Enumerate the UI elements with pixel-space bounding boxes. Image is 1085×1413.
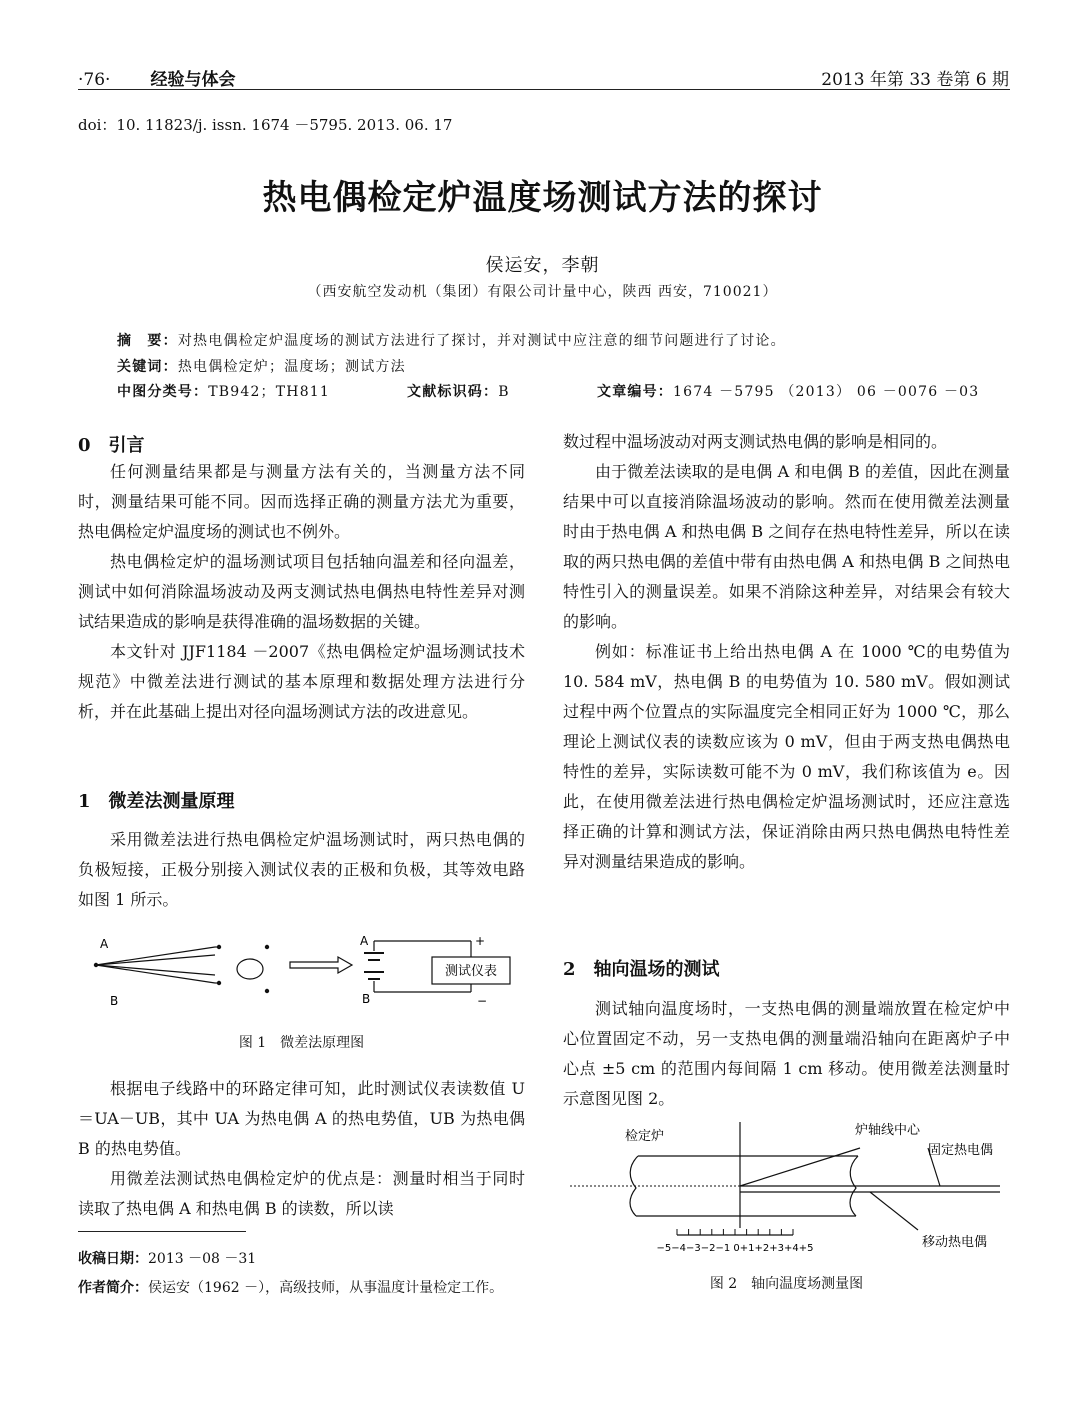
issue-info: 2013 年第 33 卷第 6 期 bbox=[821, 70, 1009, 90]
classification bbox=[117, 381, 330, 401]
figure-1-circuit-diagram bbox=[80, 925, 520, 1020]
articleno-value: 1674 －5795 （2013） 06 －0076 －03 bbox=[673, 384, 980, 400]
section-2-title: 轴向温场的测试 bbox=[593, 959, 720, 980]
column-name: 经验与体会 bbox=[150, 70, 236, 90]
page-number: ·76· bbox=[78, 70, 111, 90]
fig1-plus-sign: + bbox=[475, 934, 486, 948]
section-0-title: 引言 bbox=[108, 435, 145, 456]
section-2-number: 2 bbox=[563, 959, 576, 980]
section-0-number: 0 bbox=[78, 435, 91, 456]
section-0-heading bbox=[78, 431, 145, 457]
fig2-scale-labels: −5−4−3−2−1 0+1+2+3+4+5 bbox=[656, 1243, 814, 1254]
section-1-body-b bbox=[78, 1074, 525, 1224]
page-header-left bbox=[78, 65, 235, 90]
paragraph: 例如：标准证书上给出热电偶 A 在 1000 ℃的电势值为 10. 584 mV，热电偶 B 的电势值为 10. 580 mV。假如测试过程中两个位置点的实际温度完全相同正好为 1000 ℃，那么理论上测试仪表的读数应该为 0 mV，但由于两支热电偶热电特性的差异，实际读数可能不为 0 mV，我们称该值为 e。因此，在使用微差法进行热电偶检定炉温场测试时，还应注意选择正确的计算和测试方法，保证消除由两只热电偶热电特性差异对测量结果造成的影响。 bbox=[563, 642, 1010, 871]
fig2-furnace-label: 检定炉 bbox=[625, 1129, 665, 1144]
articleno-label: 文章编号： bbox=[597, 384, 673, 400]
fig1-meter-label: 测试仪表 bbox=[444, 964, 498, 979]
received-date bbox=[78, 1245, 525, 1274]
paragraph: 热电偶检定炉的温场测试项目包括轴向温差和径向温差，测试中如何消除温场波动及两支测试热电偶热电特性差异对测试结果造成的影响是获得准确的温场数据的关键。 bbox=[78, 552, 525, 631]
right-column-body bbox=[563, 427, 1010, 877]
doi: doi：10. 11823/j. issn. 1674 －5795. 2013. 06. 17 bbox=[78, 116, 453, 134]
received-label: 收稿日期： bbox=[78, 1251, 148, 1267]
doccode-value: B bbox=[498, 384, 510, 400]
section-2-body bbox=[563, 994, 1010, 1114]
figure-2-caption: 图 2 轴向温度场测量图 bbox=[709, 1276, 864, 1292]
bio-label: 作者简介： bbox=[78, 1280, 148, 1296]
received-value: 2013 －08 －31 bbox=[148, 1251, 257, 1267]
paragraph: 任何测量结果都是与测量方法有关的，当测量方法不同时，测量结果可能不同。因而选择正确的测量方法尤为重要，热电偶检定炉温度场的测试也不例外。 bbox=[78, 462, 525, 541]
fig1-minus-sign: − bbox=[477, 994, 488, 1008]
section-0-body bbox=[78, 457, 525, 727]
section-1-heading bbox=[78, 787, 235, 813]
paragraph: 数过程中温场波动对两支测试热电偶的影响是相同的。 bbox=[563, 432, 948, 451]
fig2-moving-tc-label: 移动热电偶 bbox=[922, 1235, 988, 1250]
paragraph: 采用微差法进行热电偶检定炉温场测试时，两只热电偶的负极短接，正极分别接入测试仪表的正极和负极，其等效电路如图 1 所示。 bbox=[78, 830, 525, 909]
fig2-axis-label: 炉轴线中心 bbox=[855, 1123, 921, 1138]
fig1-label-b-right: B bbox=[362, 992, 371, 1006]
paragraph: 用微差法测试热电偶检定炉的优点是：测量时相当于同时读取了热电偶 A 和热电偶 B 的读数，所以读 bbox=[78, 1169, 525, 1218]
paragraph: 测试轴向温度场时，一支热电偶的测量端放置在检定炉中心位置固定不动，另一支热电偶的测量端沿轴向在距离炉子中心点 ±5 cm 的范围内每间隔 1 cm 移动。使用微差法测量时示意图见图 2。 bbox=[563, 999, 1010, 1108]
article-number bbox=[597, 381, 979, 401]
footnote-rule bbox=[78, 1231, 246, 1232]
section-1-body-a bbox=[78, 825, 525, 915]
keywords-text: 热电偶检定炉；温度场；测试方法 bbox=[177, 359, 406, 375]
paragraph: 本文针对 JJF1184 －2007《热电偶检定炉温场测试技术规范》中微差法进行测试的基本原理和数据处理方法进行分析，并在此基础上提出对径向温场测试方法的改进意见。 bbox=[78, 642, 525, 721]
section-1-title: 微差法测量原理 bbox=[108, 791, 235, 812]
abstract-label: 摘 要： bbox=[117, 333, 178, 349]
document-code bbox=[407, 381, 510, 401]
article-title: 热电偶检定炉温度场测试方法的探讨 bbox=[262, 178, 823, 218]
bio-text: 侯运安（1962 －），高级技师，从事温度计量检定工作。 bbox=[148, 1280, 504, 1296]
clc-value: TB942；TH811 bbox=[208, 384, 331, 400]
keywords-label: 关键词： bbox=[117, 359, 178, 375]
author-bio bbox=[78, 1274, 525, 1303]
fig1-label-a-left: A bbox=[100, 937, 109, 951]
header-rule bbox=[78, 89, 1010, 90]
figure-2-axial-diagram bbox=[570, 1118, 1010, 1260]
fig1-label-a-right: A bbox=[360, 934, 369, 948]
figure-1-caption: 图 1 微差法原理图 bbox=[238, 1035, 365, 1051]
fig2-fixed-tc-label: 固定热电偶 bbox=[928, 1143, 994, 1158]
clc-label: 中图分类号： bbox=[117, 384, 209, 400]
paragraph: 由于微差法读取的是电偶 A 和电偶 B 的差值，因此在测量结果中可以直接消除温场波动的影响。然而在使用微差法测量时由于热电偶 A 和热电偶 B 之间存在热电特性差异，所以在读取的两只热电偶的差值中带有由热电偶 A 和热电偶 B 之间热电特性引入的测量误差。如果不消除这种差异，对结果会有较大的影响。 bbox=[563, 462, 1010, 631]
doccode-label: 文献标识码： bbox=[407, 384, 499, 400]
authors: 侯运安，李朝 bbox=[485, 255, 600, 276]
paragraph: 根据电子线路中的环路定律可知，此时测试仪表读数值 U＝UA－UB，其中 UA 为热电偶 A 的热电势值，UB 为热电偶 B 的热电势值。 bbox=[78, 1079, 525, 1158]
section-1-number: 1 bbox=[78, 791, 91, 812]
keywords bbox=[117, 356, 406, 376]
abstract bbox=[117, 330, 786, 350]
affiliation: （西安航空发动机（集团）有限公司计量中心，陕西 西安，710021） bbox=[307, 284, 778, 300]
fig1-label-b-left: B bbox=[110, 994, 119, 1008]
section-2-heading bbox=[563, 955, 720, 981]
abstract-text: 对热电偶检定炉温度场的测试方法进行了探讨，并对测试中应注意的细节问题进行了讨论。 bbox=[177, 333, 786, 349]
